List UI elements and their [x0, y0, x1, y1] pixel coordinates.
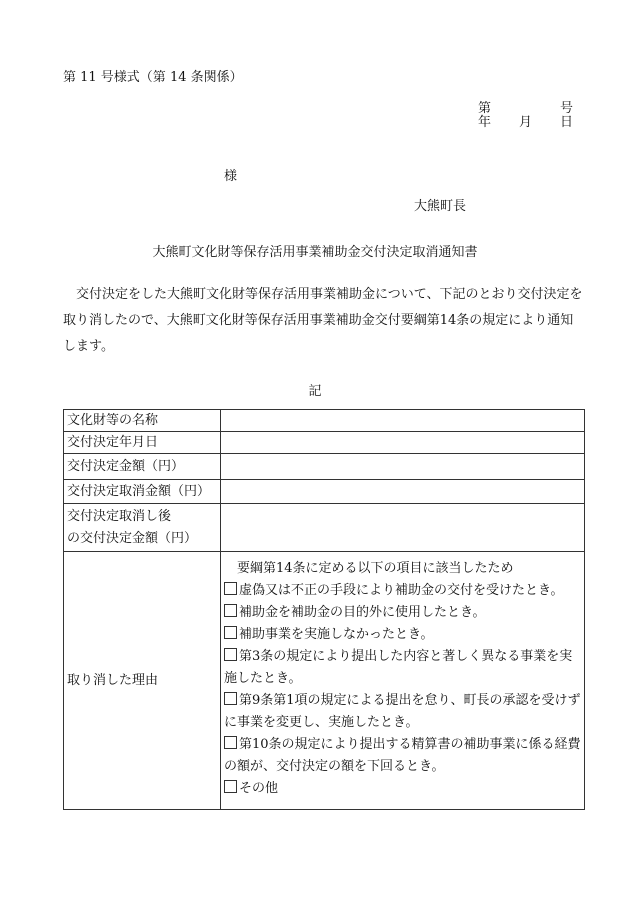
reason-item-text: 補助事業を実施しなかったとき。 [239, 627, 434, 642]
reason-item-text: 補助金を補助金の目的外に使用したとき。 [239, 605, 486, 620]
reason-row [64, 552, 585, 810]
reason-item[interactable] [224, 580, 581, 602]
table-row [64, 454, 585, 480]
reason-intro [224, 558, 581, 580]
checkbox-icon[interactable] [224, 736, 237, 749]
row-label [64, 504, 221, 552]
reason-item[interactable] [224, 602, 581, 624]
row-label-line: 交付決定取消し後 [67, 508, 172, 524]
reason-item[interactable] [224, 624, 581, 646]
date-year: 年 [478, 115, 492, 130]
ki-heading: 記 [308, 384, 322, 399]
row-value[interactable] [221, 410, 585, 432]
checkbox-icon[interactable] [224, 780, 237, 793]
doc-number-prefix: 第 [478, 101, 492, 116]
row-label: 交付決定金額（円） [64, 454, 221, 480]
row-value[interactable] [221, 504, 585, 552]
sender: 大熊町長 [414, 199, 467, 214]
row-label: 交付決定年月日 [64, 432, 221, 454]
date-day: 日 [559, 115, 573, 130]
form-number: 第 11 号様式（第 14 条関係） [63, 70, 243, 85]
checkbox-icon[interactable] [224, 582, 237, 595]
reason-item-text: 第9条第1項の規定による提出を怠り、町長の承認を受けずに事業を変更し、実施したとき。 [224, 693, 581, 730]
table-row [64, 504, 585, 552]
table-row [64, 410, 585, 432]
date-month: 月 [518, 115, 532, 130]
table-row [64, 432, 585, 454]
doc-number-suffix: 号 [559, 101, 573, 116]
reason-item[interactable] [224, 646, 581, 690]
checkbox-icon[interactable] [224, 626, 237, 639]
checkbox-icon[interactable] [224, 648, 237, 661]
row-value[interactable] [221, 454, 585, 480]
details-table [63, 409, 585, 810]
reason-label: 取り消した理由 [64, 552, 221, 810]
body-paragraph: 交付決定をした大熊町文化財等保存活用事業補助金について、下記のとおり交付決定を取り消したので、大熊町文化財等保存活用事業補助金交付要綱第14条の規定により通知します。 [63, 287, 583, 354]
reason-item[interactable] [224, 690, 581, 734]
checkbox-icon[interactable] [224, 604, 237, 617]
table-row [64, 480, 585, 504]
row-label: 文化財等の名称 [64, 410, 221, 432]
body-text [63, 282, 583, 360]
addressee: 様 [224, 169, 238, 184]
reason-item[interactable] [224, 734, 581, 778]
checkbox-icon[interactable] [224, 692, 237, 705]
row-label-line: の交付決定金額（円） [67, 530, 198, 546]
reason-item-text: 第10条の規定により提出する精算書の補助事業に係る経費の額が、交付決定の額を下回るとき。 [224, 737, 581, 774]
reason-intro-text: 要綱第14条に定める以下の項目に該当したため [237, 561, 514, 576]
document-title: 大熊町文化財等保存活用事業補助金交付決定取消通知書 [152, 245, 478, 260]
row-value[interactable] [221, 432, 585, 454]
reason-item-text: 虚偽又は不正の手段により補助金の交付を受けたとき。 [239, 583, 564, 598]
reason-item-text: 第3条の規定により提出した内容と著しく異なる事業を実施したとき。 [224, 649, 573, 686]
row-value[interactable] [221, 480, 585, 504]
reason-item[interactable] [224, 778, 581, 800]
reason-item-text: その他 [239, 781, 279, 796]
document-date [478, 111, 573, 130]
reason-cell [221, 552, 585, 810]
row-label: 交付決定取消金額（円） [64, 480, 221, 504]
